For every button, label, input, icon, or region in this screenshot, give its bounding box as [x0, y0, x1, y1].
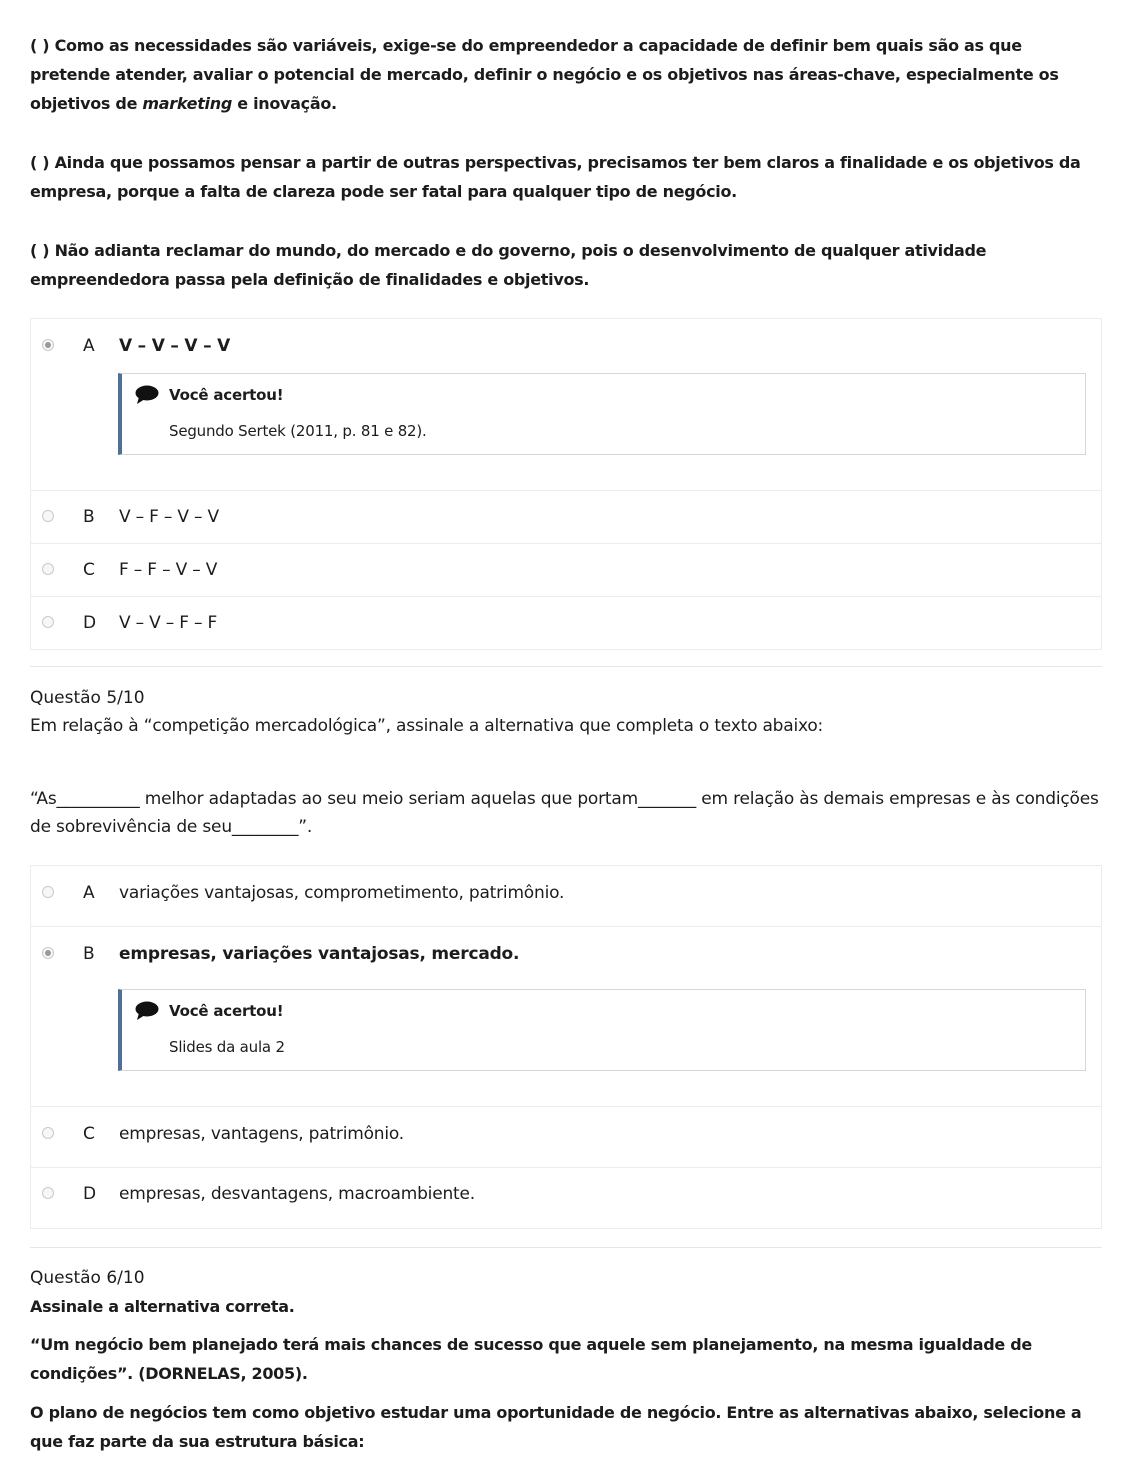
q5-options: [30, 865, 1102, 1229]
q4-option-a[interactable]: [31, 319, 1101, 490]
q4-statement-1-italic: marketing: [142, 94, 232, 113]
q6-quote: “Um negócio bem planejado terá mais chances de sucesso que aquele sem planejamento, na mesma igualdade de condições”. (DORNELAS, 2005).: [30, 1335, 1032, 1383]
q5-feedback-text: Slides da aula 2: [169, 1038, 285, 1056]
q4-option-d-radio[interactable]: [42, 616, 54, 628]
q5-option-d-letter: D: [83, 1184, 96, 1204]
q5-option-d-text: empresas, desvantagens, macroambiente.: [119, 1184, 475, 1204]
q4-option-b-radio[interactable]: [42, 510, 54, 522]
q4-option-b-letter: B: [83, 507, 95, 527]
q4-option-a-letter: A: [83, 336, 95, 356]
comment-icon: [135, 1001, 159, 1021]
q4-option-b-text: V – F – V – V: [119, 507, 219, 527]
q5-option-d[interactable]: [31, 1167, 1101, 1228]
q4-feedback: [118, 373, 1086, 455]
q4-option-b[interactable]: [31, 490, 1101, 543]
q5-option-d-radio[interactable]: [42, 1187, 54, 1199]
q4-statement-3: ( ) Não adianta reclamar do mundo, do mercado e do governo, pois o desenvolvimento de qualquer atividade empreendedora passa pela definição de finalidades e objetivos.: [30, 241, 987, 289]
q5-option-c-text: empresas, vantagens, patrimônio.: [119, 1124, 404, 1144]
q6-number: Questão 6/10: [30, 1268, 145, 1288]
q4-statement-1-text: ( ) Como as necessidades são variáveis, exige-se do empreendedor a capacidade de definir bem quais são as que pretende atender, avaliar o potencial de mercado, definir o negócio e os objetivos nas áreas-chave, especialmente os objetivos de: [30, 36, 1059, 113]
q4-option-a-text: V – V – V – V: [119, 336, 231, 356]
q4-statement-1-tail: e inovação.: [231, 94, 337, 113]
q5-option-b-letter: B: [83, 944, 95, 964]
q5-option-a-radio[interactable]: [42, 886, 54, 898]
q5-number: Questão 5/10: [30, 688, 145, 708]
q4-feedback-text: Segundo Sertek (2011, p. 81 e 82).: [169, 422, 427, 440]
q4-option-c[interactable]: [31, 543, 1101, 596]
q4-statement-1: [30, 31, 1102, 118]
question-divider: [30, 666, 1102, 667]
q5-option-b-text: empresas, variações vantajosas, mercado.: [119, 944, 520, 964]
q4-option-c-letter: C: [83, 560, 95, 580]
q4-option-a-radio[interactable]: [42, 339, 54, 351]
q4-option-d-text: V – V – F – F: [119, 613, 218, 633]
q5-prompt: Em relação à “competição mercadológica”, assinale a alternativa que completa o texto abaixo:: [30, 716, 824, 736]
q5-quote: “As__________ melhor adaptadas ao seu meio seriam aquelas que portam_______ em relação às demais empresas e às condições de sobrevivência de seu________”.: [30, 789, 1099, 837]
q4-option-c-text: F – F – V – V: [119, 560, 218, 580]
q5-option-b[interactable]: [31, 926, 1101, 1106]
q5-option-b-radio[interactable]: [42, 947, 54, 959]
q4-option-d-letter: D: [83, 613, 96, 633]
q5-feedback: [118, 989, 1086, 1071]
q5-option-c[interactable]: [31, 1106, 1101, 1167]
q5-option-a-text: variações vantajosas, comprometimento, patrimônio.: [119, 883, 565, 903]
q4-option-c-radio[interactable]: [42, 563, 54, 575]
q4-feedback-title: Você acertou!: [169, 386, 284, 404]
q4-statement-2: ( ) Ainda que possamos pensar a partir de outras perspectivas, precisamos ter bem claros a finalidade e os objetivos da empresa, porque a falta de clareza pode ser fatal para qualquer tipo de negócio.: [30, 153, 1081, 201]
q6-question: O plano de negócios tem como objetivo estudar uma oportunidade de negócio. Entre as alternativas abaixo, selecione a que faz parte da sua estrutura básica:: [30, 1403, 1082, 1451]
q5-option-a-letter: A: [83, 883, 95, 903]
q5-feedback-title: Você acertou!: [169, 1002, 284, 1020]
q5-option-c-letter: C: [83, 1124, 95, 1144]
question-divider: [30, 1247, 1102, 1248]
comment-icon: [135, 385, 159, 405]
q5-option-c-radio[interactable]: [42, 1127, 54, 1139]
q4-option-d[interactable]: [31, 596, 1101, 649]
q4-options: [30, 318, 1102, 650]
q5-option-a[interactable]: [31, 866, 1101, 926]
q6-instruction: Assinale a alternativa correta.: [30, 1297, 295, 1316]
